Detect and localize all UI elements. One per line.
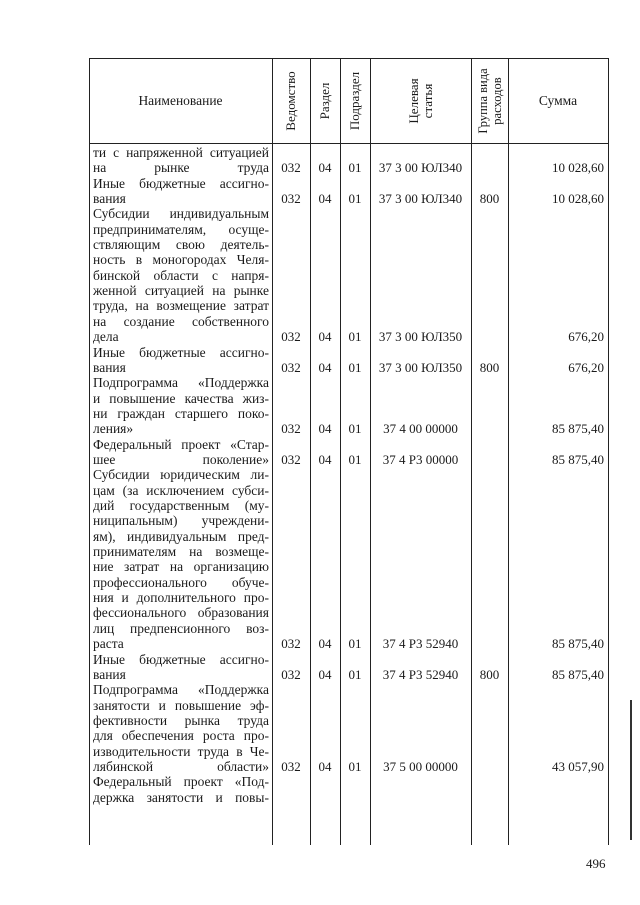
header-name: Наименование	[138, 92, 223, 108]
row-summa: 10 028,60	[552, 160, 604, 176]
row-celevaya: 37 4 Р3 52940	[382, 666, 459, 682]
row-name-line: ления»	[93, 421, 134, 437]
row-podrazdel: 01	[348, 759, 362, 774]
row-vedomstvo: 032	[281, 329, 301, 345]
row-name-line: Федеральный проект «Под-	[93, 774, 269, 790]
table-row	[0, 145, 640, 176]
row-name-line: дела	[93, 329, 119, 345]
row-podrazdel: 01	[348, 160, 362, 176]
row-vedomstvo: 032	[281, 160, 301, 176]
row-summa: 676,20	[568, 329, 604, 345]
row-name-line: Федеральный проект «Стар-	[93, 436, 269, 452]
table-row	[0, 176, 640, 207]
row-celevaya: 37 3 00 ЮЛ350	[378, 329, 463, 345]
row-name	[93, 682, 269, 774]
row-name-line: на создание собственного	[93, 313, 269, 329]
table-row	[0, 375, 640, 436]
header-bottom-border	[89, 143, 608, 144]
row-summa: 43 057,90	[552, 759, 604, 774]
row-name-line: цам (за исключением субси-	[93, 482, 269, 498]
row-vedomstvo: 032	[281, 451, 301, 467]
row-name-line: на рынке труда	[93, 160, 269, 176]
row-name-line: дий государственным (му-	[93, 498, 269, 514]
row-name-line: Подпрограмма «Поддержка	[93, 375, 269, 391]
row-name-line: ствляющим свою деятель-	[93, 237, 269, 253]
row-name-line: держка занятости и повы-	[93, 789, 269, 805]
row-razdel: 04	[318, 329, 332, 345]
row-name-line: Субсидии индивидуальным	[93, 206, 269, 222]
row-vedomstvo: 032	[281, 636, 301, 652]
header-razdel-cell	[310, 58, 340, 143]
row-name-line: для обеспечения роста про-	[93, 728, 269, 744]
row-vedomstvo: 032	[281, 666, 301, 682]
row-name-line: принимателям на возмеще-	[93, 544, 269, 560]
row-razdel: 04	[318, 666, 332, 682]
row-gruppa: 800	[479, 359, 500, 375]
row-celevaya: 37 5 00 00000	[383, 759, 458, 774]
table-row	[0, 774, 640, 805]
row-name-line: занятости и повышение эф-	[93, 697, 269, 713]
header-vedomstvo-cell	[272, 58, 310, 143]
row-name-line: профессионального обуче-	[93, 574, 269, 590]
row-name	[93, 206, 269, 344]
row-name-line: фессионального образования	[93, 605, 269, 621]
row-name	[93, 652, 269, 683]
header-podrazdel-cell	[340, 58, 370, 143]
row-name-line: ние затрат на организацию	[93, 559, 269, 575]
row-name-line: ям), индивидуальным пред-	[93, 528, 269, 544]
row-podrazdel: 01	[348, 636, 362, 652]
row-name	[93, 145, 269, 176]
row-name-line: раста	[93, 636, 124, 652]
row-name-line: ти с напряженной ситуацией	[93, 145, 269, 160]
row-name-line: предпринимателям, осуще-	[93, 221, 269, 237]
row-name-line: изводительности труда в Че-	[93, 743, 269, 759]
row-name-line: вания	[93, 191, 126, 207]
header-vedomstvo: Ведомство	[283, 70, 298, 131]
row-celevaya: 37 4 Р3 00000	[382, 451, 459, 467]
row-name-line: ность в моногородах Челя-	[93, 252, 269, 268]
row-summa: 676,20	[568, 359, 604, 375]
row-name	[93, 437, 269, 468]
header-gruppa: Группа вида расходов	[475, 67, 504, 134]
row-name-line: ни граждан старшего поко-	[93, 405, 269, 421]
row-summa: 85 875,40	[552, 451, 604, 467]
row-vedomstvo: 032	[281, 421, 301, 437]
header-gruppa-cell	[471, 58, 508, 143]
row-podrazdel: 01	[348, 421, 362, 437]
row-podrazdel: 01	[348, 359, 362, 375]
row-celevaya: 37 3 00 ЮЛ340	[378, 191, 463, 207]
row-gruppa: 800	[479, 666, 500, 682]
header-celevaya-cell	[370, 58, 471, 143]
scan-edge	[630, 700, 632, 840]
row-name	[93, 375, 269, 436]
header-razdel: Раздел	[317, 82, 332, 119]
row-podrazdel: 01	[348, 451, 362, 467]
row-name-line: женной ситуацией на рынке	[93, 283, 269, 299]
page-number: 496	[586, 856, 606, 871]
row-name-line: Иные бюджетные ассигно-	[93, 651, 269, 667]
header-celevaya: Целевая статья	[405, 77, 435, 124]
row-podrazdel: 01	[348, 329, 362, 345]
row-podrazdel: 01	[348, 666, 362, 682]
row-vedomstvo: 032	[281, 359, 301, 375]
row-name-line: вания	[93, 359, 126, 375]
row-summa: 85 875,40	[552, 421, 604, 437]
row-name-line: фективности рынка труда	[93, 712, 269, 728]
row-name-line: шее поколение»	[93, 451, 269, 467]
header-podrazdel: Подраздел	[347, 71, 362, 130]
row-name-line: Субсидии юридическим ли-	[93, 467, 269, 483]
row-celevaya: 37 3 00 ЮЛ340	[378, 160, 463, 176]
row-name-line: вания	[93, 666, 126, 682]
row-name	[93, 467, 269, 651]
row-summa: 85 875,40	[552, 666, 604, 682]
row-celevaya: 37 4 00 00000	[383, 421, 458, 437]
table-row	[0, 467, 640, 651]
row-gruppa: 800	[479, 191, 500, 207]
row-name-line: лиц предпенсионного воз-	[93, 620, 269, 636]
row-name	[93, 345, 269, 376]
row-name-line: Подпрограмма «Поддержка	[93, 682, 269, 698]
row-podrazdel: 01	[348, 191, 362, 207]
row-name	[93, 176, 269, 207]
row-razdel: 04	[318, 636, 332, 652]
row-celevaya: 37 3 00 ЮЛ350	[378, 359, 463, 375]
row-name-line: лябинской области»	[93, 758, 269, 774]
row-name-line: и повышение качества жиз-	[93, 390, 269, 406]
row-razdel: 04	[318, 359, 332, 375]
row-razdel: 04	[318, 451, 332, 467]
table-row	[0, 682, 640, 774]
table-row	[0, 345, 640, 376]
row-celevaya: 37 4 Р3 52940	[382, 636, 459, 652]
row-name-line: труда, на возмещение затрат	[93, 298, 269, 314]
header-summa: Сумма	[538, 92, 578, 108]
row-name-line: бинской области с напря-	[93, 267, 269, 283]
row-vedomstvo: 032	[281, 191, 301, 207]
row-name	[93, 774, 269, 805]
table-row	[0, 206, 640, 344]
table-row	[0, 652, 640, 683]
row-name-line: ниципальным) учреждени-	[93, 513, 269, 529]
row-name-line: Иные бюджетные ассигно-	[93, 344, 269, 360]
row-name-line: Иные бюджетные ассигно-	[93, 175, 269, 191]
row-razdel: 04	[318, 759, 332, 774]
table-row	[0, 437, 640, 468]
row-name-line: ния и дополнительного про-	[93, 590, 269, 606]
row-razdel: 04	[318, 160, 332, 176]
row-summa: 10 028,60	[552, 191, 604, 207]
row-summa: 85 875,40	[552, 636, 604, 652]
row-vedomstvo: 032	[281, 759, 301, 774]
row-razdel: 04	[318, 191, 332, 207]
row-razdel: 04	[318, 421, 332, 437]
